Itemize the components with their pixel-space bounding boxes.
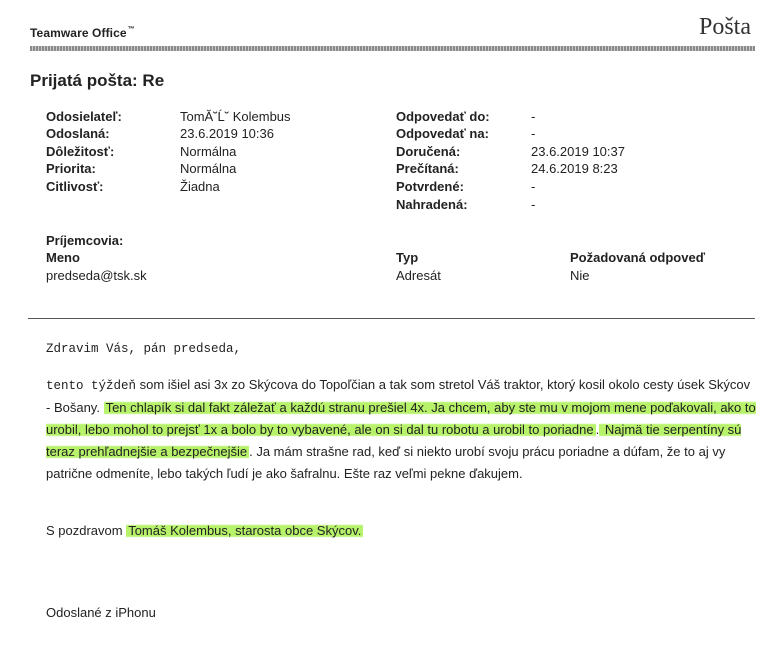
priority-label: Priorita: <box>46 161 96 176</box>
col-type-header: Typ <box>396 250 419 265</box>
delivered-value: 23.6.2019 10:37 <box>531 144 625 159</box>
delivered-label: Doručená: <box>396 144 461 159</box>
replaced-label: Nahradená: <box>396 197 468 212</box>
highlight-1: Ten chlapík si dal fakt záležať a každú stranu prešiel 4x. Ja chcem, aby ste mu v mojom mene poďakovali, ako to urobil, lebo mohol to prejsť 1x a bolo by to vybavené, ale on si dal tu robotu a urobil to poriadne <box>46 400 756 437</box>
read-value: 24.6.2019 8:23 <box>531 161 618 176</box>
reply-to-value: - <box>531 126 536 141</box>
confirmed-value: - <box>531 179 536 194</box>
reply-to-label: Odpovedať na: <box>396 126 489 141</box>
replaced-value: - <box>531 197 536 212</box>
sender-value: TomĂ˘Ĺ˘ Kolembus <box>180 109 291 124</box>
sensitivity-label: Citlivosť: <box>46 179 104 194</box>
recipient-email[interactable]: predseda@tsk.sk <box>46 268 147 283</box>
body-divider <box>28 318 755 319</box>
recipient-response: Nie <box>570 268 590 283</box>
highlight-2: Najmä tie serpentíny sú teraz prehľadnejšie a bezpečnejšie <box>46 422 742 459</box>
col-response-header: Požadovaná odpoveď <box>570 250 706 265</box>
section-title: Pošta <box>698 14 751 40</box>
footer-signature: Odoslané z iPhonu <box>46 605 156 620</box>
recipients-title: Príjemcovia: <box>46 233 124 248</box>
importance-label: Dôležitosť: <box>46 144 115 159</box>
sent-label: Odoslaná: <box>46 126 110 141</box>
reply-by-label: Odpovedať do: <box>396 109 490 124</box>
recipient-type: Adresát <box>396 268 441 283</box>
importance-value: Normálna <box>180 144 237 159</box>
brand-name: Teamware Office™ <box>30 26 135 40</box>
sent-value: 23.6.2019 10:36 <box>180 126 274 141</box>
confirmed-label: Potvrdené: <box>396 179 464 194</box>
sender-label: Odosielateľ: <box>46 109 122 124</box>
greeting: Zdravim Vás, pán predseda, <box>46 342 242 356</box>
closing: S pozdravom Tomáš Kolembus, starosta obce Skýcov. <box>46 523 362 538</box>
read-label: Prečítaná: <box>396 161 459 176</box>
message-paragraph: tento týždeň som išiel asi 3x zo Skýcova do Topoľčian a tak som stretol Váš traktor, ktorý kosil okolo cesty úsek Skýcov - Bošany. Ten chlapík si dal fakt záležať a každú stranu prešiel 4x. Ja chcem, aby ste mu v mojom mene poďakovali, ako to urobil, lebo mohol to prejsť 1x a bolo by to vybavené, ale on si dal tu robotu a urobil to poriadne . Najmä tie serpentíny sú teraz prehľadnejšie a bezpečnejšie . Ja mám strašne rad, keď si niekto urobí svoju prácu poriadne a dúfam, že to aj vy patrične odmeníte, lebo takých ľudí je ako šafralnu. Ešte raz veľmi pekne ďakujem. <box>46 377 756 481</box>
sensitivity-value: Žiadna <box>180 179 220 194</box>
reply-by-value: - <box>531 109 536 124</box>
signature-highlight: Tomáš Kolembus, starosta obce Skýcov. <box>128 523 362 538</box>
col-name-header: Meno <box>46 250 80 265</box>
paragraph-mono-part: tento týždeň <box>46 379 137 393</box>
header-rule <box>30 46 755 51</box>
priority-value: Normálna <box>180 161 237 176</box>
message-title: Prijatá pošta: Re <box>30 71 165 90</box>
